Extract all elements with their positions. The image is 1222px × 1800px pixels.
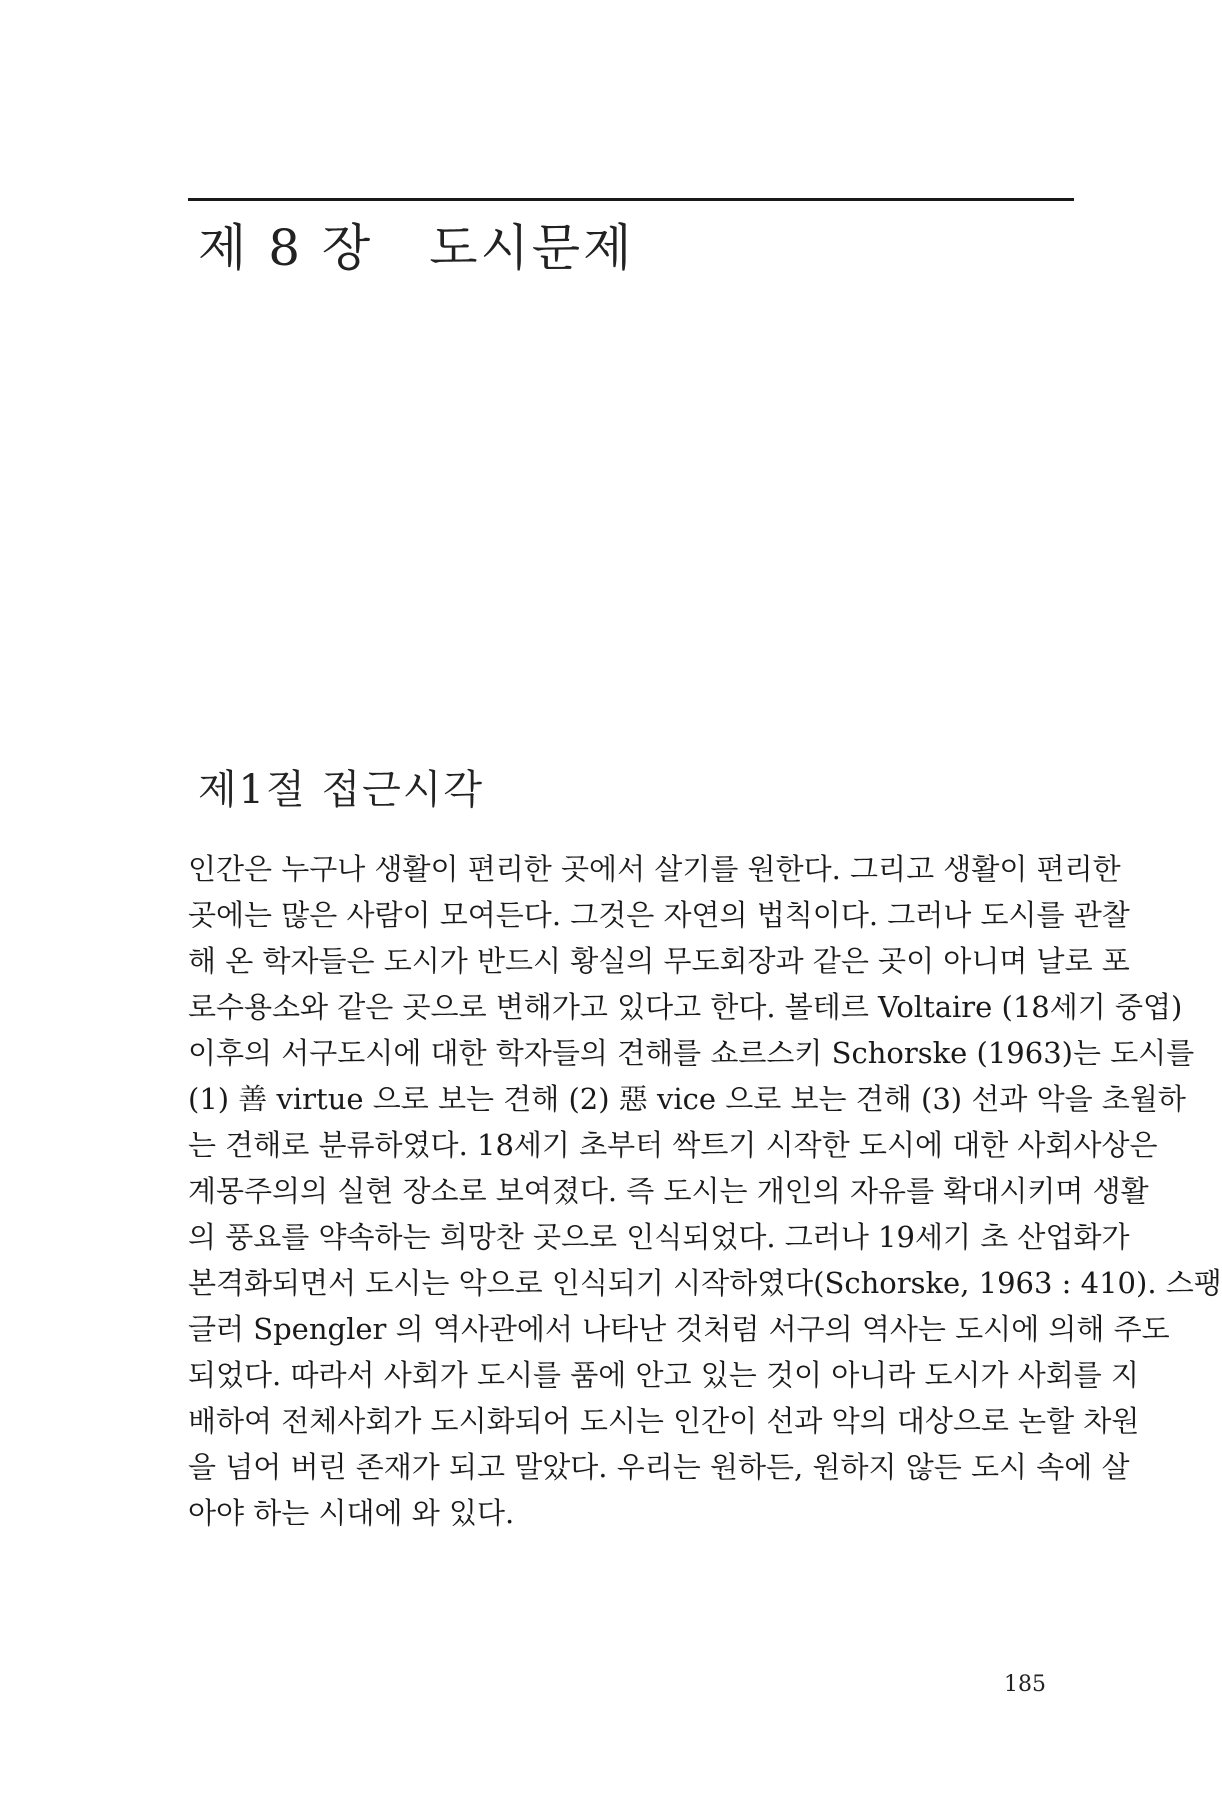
chapter-heading xyxy=(198,208,634,280)
body-line: (1) 善 virtue 으로 보는 견해 (2) 惡 vice 으로 보는 견해 (3) 선과 악을 초월하 xyxy=(188,1082,1186,1116)
body-line: 는 견해로 분류하였다. 18세기 초부터 싹트기 시작한 도시에 대한 사회사상은 xyxy=(188,1128,1158,1162)
body-line: 본격화되면서 도시는 악으로 인식되기 시작하였다(Schorske, 1963 : 410). 스팽 xyxy=(188,1266,1222,1300)
page-number: 185 xyxy=(1004,1672,1046,1697)
chapter-title: 도시문제 xyxy=(429,219,635,277)
body-line: 이후의 서구도시에 대한 학자들의 견해를 쇼르스키 Schorske (1963)는 도시를 xyxy=(188,1036,1195,1070)
section-title: 제1절 접근시각 xyxy=(198,767,485,813)
body-line: 아야 하는 시대에 와 있다. xyxy=(188,1496,515,1530)
chapter-rule xyxy=(188,198,1074,201)
chapter-number: 제 8 장 xyxy=(198,219,374,277)
body-line: 배하여 전체사회가 도시화되어 도시는 인간이 선과 악의 대상으로 논할 차원 xyxy=(188,1404,1140,1438)
body-line: 곳에는 많은 사람이 모여든다. 그것은 자연의 법칙이다. 그러나 도시를 관찰 xyxy=(188,898,1130,932)
body-line: 되었다. 따라서 사회가 도시를 품에 안고 있는 것이 아니라 도시가 사회를 지 xyxy=(188,1358,1140,1392)
body-line: 계몽주의의 실현 장소로 보여졌다. 즉 도시는 개인의 자유를 확대시키며 생활 xyxy=(188,1174,1149,1208)
body-line: 해 온 학자들은 도시가 반드시 황실의 무도회장과 같은 곳이 아니며 날로 포 xyxy=(188,944,1130,978)
body-line: 글러 Spengler 의 역사관에서 나타난 것처럼 서구의 역사는 도시에 의해 주도 xyxy=(188,1312,1170,1346)
body-text xyxy=(188,846,1222,1536)
body-line: 을 넘어 버린 존재가 되고 말았다. 우리는 원하든, 원하지 않든 도시 속에 살 xyxy=(188,1450,1130,1484)
body-line: 로수용소와 같은 곳으로 변해가고 있다고 한다. 볼테르 Voltaire (18세기 중엽) xyxy=(188,990,1183,1024)
body-line: 의 풍요를 약속하는 희망찬 곳으로 인식되었다. 그러나 19세기 초 산업화가 xyxy=(188,1220,1130,1254)
body-line: 인간은 누구나 생활이 편리한 곳에서 살기를 원한다. 그리고 생활이 편리한 xyxy=(188,852,1121,886)
